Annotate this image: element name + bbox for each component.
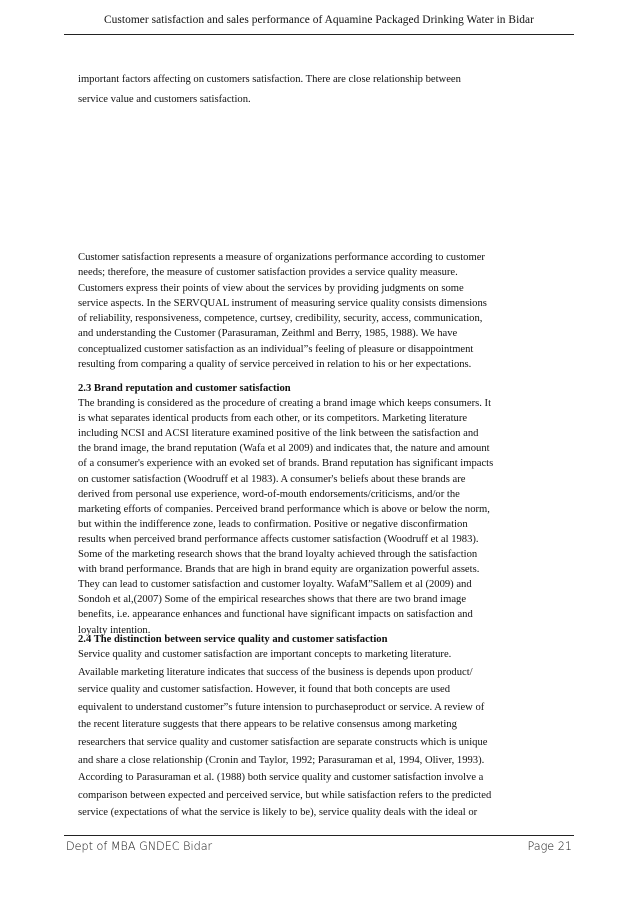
running-header: Customer satisfaction and sales performance of Aquamine Packaged Drinking Water in Bidar [104,14,534,26]
text-line: Service quality and customer satisfaction are important concepts to marketing literature. [78,649,452,660]
footer-department: Dept of MBA GNDEC Bidar [66,840,213,853]
text-line: with brand performance. Brands that are high in brand equity are organization powerful assets. [78,564,480,576]
text-line: of a consumer's experience with an evoked set of brands. Brand reputation has significant impacts [78,458,494,470]
text-line: benefits, i.e. appearance enhances and functional have significant impacts on satisfaction and [78,609,473,621]
text-line: marketing efforts of companies. Perceived brand performance which is above or below the norm, [78,503,490,515]
text-line: Customers express their points of view about the services by providing judgments on some [78,282,464,294]
text-line: but within the indifference zone, leads to confirmation. Positive or negative disconfirmation [78,518,468,530]
text-line: equivalent to understand customer”s future intension to purchaseproduct or service. A review of [78,701,485,713]
section-service-quality-distinction [78,633,564,822]
text-line: conceptualized customer satisfaction as an individual”s feeling of pleasure or disappointment [78,343,474,355]
text-line: Sondoh et al,(2007) Some of the empirical researches shows that there are two brand image [78,594,467,606]
text-line: service (expectations of what the service is likely to be), service quality deals with the ideal or [78,807,478,819]
text-line: on customer satisfaction (Woodruff et al 1983). A consumer's beliefs about these brands are [78,473,466,485]
section-heading: 2.4 The distinction between service quality and customer satisfaction [78,634,388,645]
text-line: loyalty intention. [78,624,151,636]
text-line: including NCSI and ACSI literature examined positive of the link between the satisfaction and [78,428,479,440]
text-line: derived from personal use experience, word-of-mouth endorsements/criticisms, and/or the [78,488,460,500]
text-line: and understanding the Customer (Parasuraman, Zeithml and Berry, 1985, 1988). We have [78,328,458,340]
text-line: service value and customers satisfaction. [78,94,251,105]
text-line: is what separates identical products from each other, or its competitors. Marketing literature [78,413,468,425]
text-line: important factors affecting on customers satisfaction. There are close relationship between [78,74,461,85]
paragraph-customer-satisfaction [78,250,564,372]
text-line: service aspects. In the SERVQUAL instrument of measuring service quality consists dimensions [78,297,487,309]
text-line: results when perceived brand performance affects customer satisfaction (Woodruff et al 1983). [78,533,479,545]
text-line: Available marketing literature indicates that success of the business is depends upon product/ [78,666,473,678]
text-line: The branding is considered as the procedure of creating a brand image which keeps consumers. It [78,398,492,410]
footer-rule [64,835,574,836]
text-line: service quality and customer satisfaction. However, it found that both concepts are used [78,684,451,696]
text-line: According to Parasuraman et al. (1988) both service quality and customer satisfaction involve a [78,772,484,784]
text-line: researchers that service quality and customer satisfaction are separate constructs which is unique [78,736,488,748]
text-line: They can lead to customer satisfaction and customer loyalty. WafaM”Sallem et al (2009) and [78,579,472,591]
text-line: needs; therefore, the measure of customer satisfaction provides a service quality measure. [78,267,458,279]
section-heading: 2.3 Brand reputation and customer satisfaction [78,383,291,394]
paragraph-intro [78,70,564,110]
section-brand-reputation [78,381,564,638]
text-line: the recent literature suggests that there appears to be relative consensus among marketing [78,719,457,731]
text-line: Some of the marketing research shows that the brand loyalty achieved through the satisfaction [78,549,478,561]
page-number: Page 21 [527,840,572,853]
text-line: comparison between expected and perceived service, but while satisfaction refers to the predicted [78,789,492,801]
text-line: the brand image, the brand reputation (Wafa et al 2009) and indicates that, the nature and amount [78,443,490,455]
text-line: of reliability, responsiveness, competence, curtsey, credibility, security, access, communication, [78,313,483,325]
text-line: resulting from comparing a quality of service perceived in relation to his or her expectations. [78,359,472,371]
text-line: and share a close relationship (Cronin and Taylor, 1992; Parasuraman et al, 1994, Oliver, 1993). [78,754,485,766]
header-rule [64,34,574,35]
text-line: Customer satisfaction represents a measure of organizations performance according to customer [78,252,485,263]
